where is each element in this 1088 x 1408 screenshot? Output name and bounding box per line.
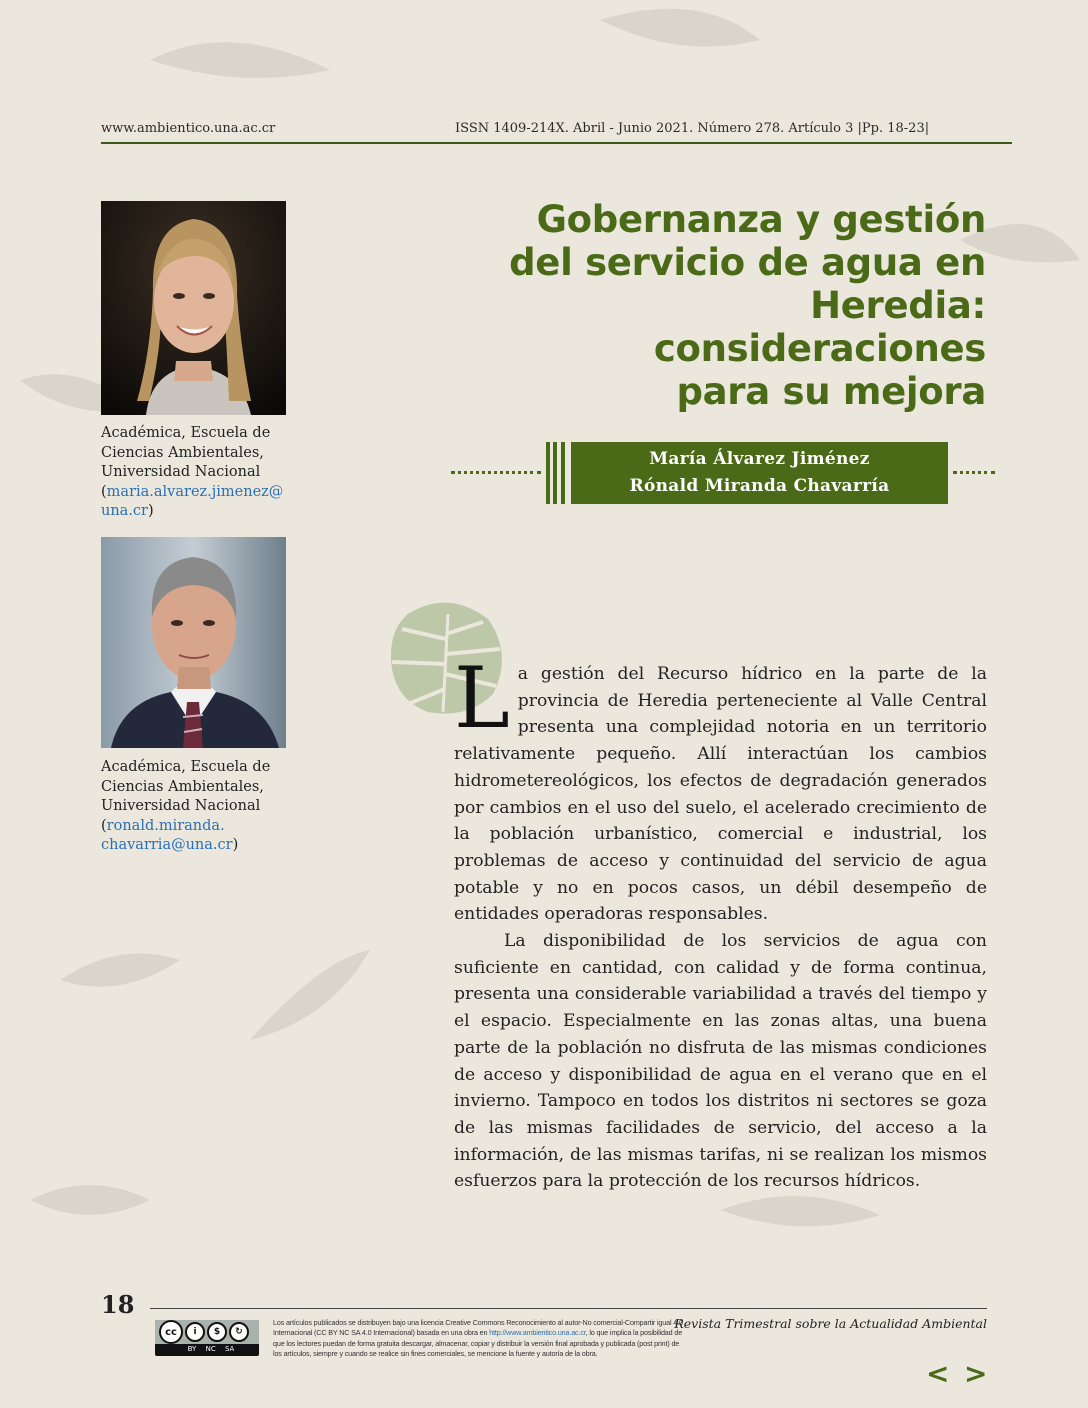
author-name-2: Rónald Miranda Chavarría xyxy=(629,476,890,496)
paragraph-1: La gestión del Recurso hídrico en la parte de la provincia de Heredia perteneciente al Valle Central presenta una complejidad notoria en un territorio relativamente pequeño. Allí interactúan los cambios hidrometereológicos, los efectos de degradación generados por cambios en el uso del suelo, el acelerado crecimiento de la población urbanístico, comercial e industrial, los problemas de acceso y continuidad del servicio de agua potable y no en pocos casos, un débil desempeño de entidades operadoras responsables. xyxy=(454,649,987,925)
license-text: Los artículos publicados se distribuyen bajo una licencia Creative Commons Reconocimiento al autor-No comercial-Compartir igual 4.0 Internacional (CC BY NC SA 4.0 Internacional) basada en una obra en http://www.ambientico.una.ac.cr, lo que implica la posibilidad de que los lectores puedan de forma gratuita descargar, almacenar, copiar y distribuir la versión final aprobada y publicada (post print) de los artículos, siempre y cuando se realice sin fines comerciales, se mencione la fuente y autoría de la obra. xyxy=(273,1318,683,1359)
attribution-icon: i xyxy=(185,1322,205,1342)
page-number: 18 xyxy=(101,1290,135,1319)
footer-divider xyxy=(150,1308,987,1309)
header-url[interactable]: www.ambientico.una.ac.cr xyxy=(101,121,276,136)
nav-prev-button[interactable]: < xyxy=(926,1357,950,1390)
sharealike-icon: ↻ xyxy=(229,1322,249,1342)
noncommercial-icon: $ xyxy=(207,1322,227,1342)
header-issn: ISSN 1409-214X. Abril - Junio 2021. Número 278. Artículo 3 |Pp. 18-23| xyxy=(455,121,930,136)
author-email-1[interactable]: maria.alvarez.jimenez@ xyxy=(106,483,284,500)
accent-bar-1 xyxy=(546,442,550,504)
accent-bar-2 xyxy=(553,442,557,504)
license-link[interactable]: http://www.ambientico.una.ac.cr xyxy=(489,1328,586,1338)
author-email-2[interactable]: ronald.miranda. xyxy=(106,817,225,834)
nav-next-button[interactable]: > xyxy=(964,1357,988,1390)
dotted-line-left xyxy=(451,471,541,474)
article-title: Gobernanza y gestión del servicio de agua en Heredia: consideraciones para su mejora xyxy=(509,198,986,413)
author-names-box xyxy=(571,442,948,504)
author-name-1: María Álvarez Jiménez xyxy=(649,449,870,469)
journal-name: Revista Trimestral sobre la Actualidad Ambiental xyxy=(674,1316,987,1331)
author-photo-2 xyxy=(101,537,286,748)
accent-bar-3 xyxy=(561,442,565,504)
paragraph-2: La disponibilidad de los servicios de agua con suficiente en cantidad, con calidad y de forma continua, presenta una considerable variabilidad a través del tiempo y el espacio. Especialmente en las zonas altas, una buena parte de la población no disfruta de las mismas condiciones de acceso y disponibilidad de agua en el verano que en el invierno. Tampoco en todos los distritos ni sectores se goza de las mismas facilidades de servicio, del acceso a la información, de las mismas tarifas, ni se realizan los mismos esfuerzos para la protección de los recursos hídricos. xyxy=(454,931,987,1192)
drop-cap: L xyxy=(454,649,510,747)
article-body xyxy=(454,649,987,1195)
header-divider xyxy=(101,142,1012,144)
cc-icon: cc xyxy=(159,1320,183,1344)
author-email-2-cont[interactable]: chavarria@una.cr xyxy=(101,837,233,853)
dotted-line-right xyxy=(953,471,995,474)
creative-commons-badge[interactable]: cc i $ ↻ BY NC SA xyxy=(155,1320,259,1356)
author-photo-1 xyxy=(101,201,286,415)
author-email-1-cont[interactable]: una.cr xyxy=(101,503,148,519)
author-affiliation-1: Académica, Escuela de Ciencias Ambientales, Universidad Nacional (maria.alvarez.jimenez@ una.cr) xyxy=(101,425,284,519)
author-affiliation-2: Académica, Escuela de Ciencias Ambientales, Universidad Nacional (ronald.miranda. chavarria@una.cr) xyxy=(101,759,271,853)
